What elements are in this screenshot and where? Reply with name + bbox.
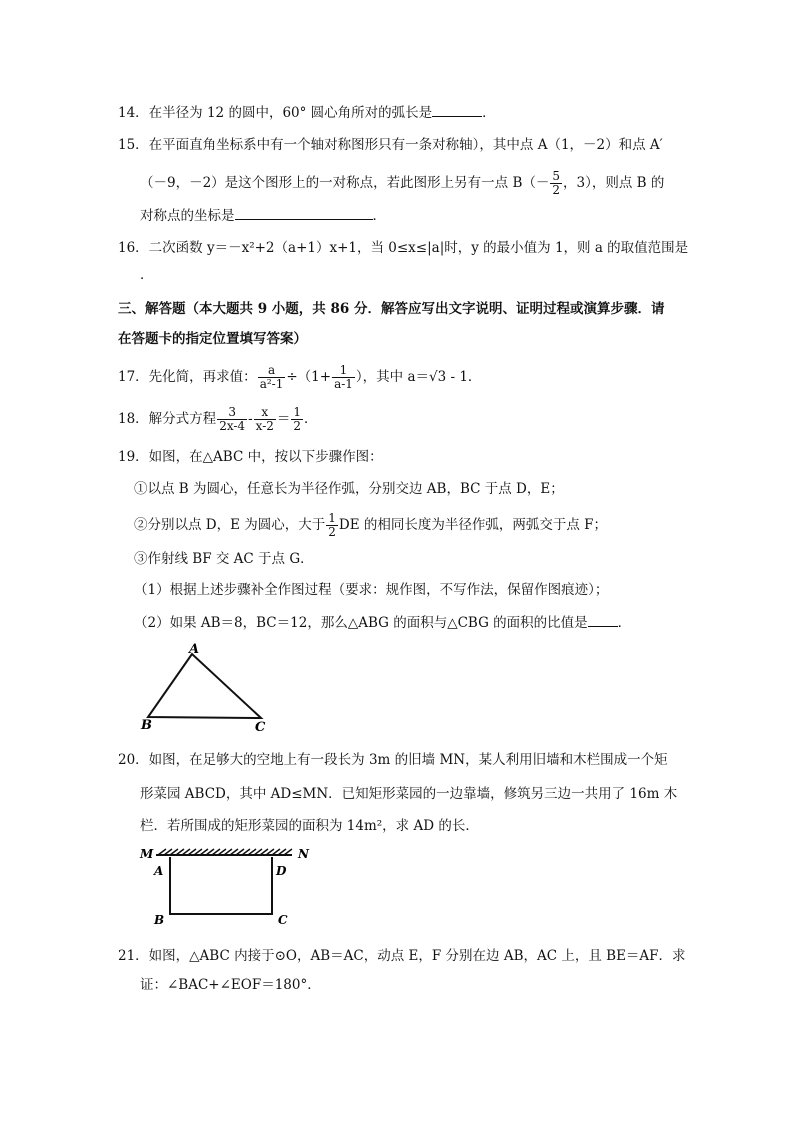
label-n: N — [298, 847, 309, 861]
q19-answer-blank — [588, 613, 618, 627]
q17-f1-num: a — [258, 364, 286, 378]
q19-step1: ①以点 B 为圆心，任意长为半径作弧，分别交边 AB，BC 于点 D，E； — [134, 481, 564, 497]
q17-line — [118, 364, 481, 391]
q15-line3-end: ． — [372, 208, 386, 224]
q19-step2 — [134, 512, 607, 539]
q18-fraction-3 — [291, 406, 303, 433]
q18-f1-num: 3 — [217, 406, 247, 420]
q18-f2-den: x-2 — [255, 419, 274, 433]
q14-line — [118, 103, 496, 122]
q18-f3-num: 1 — [293, 405, 302, 419]
q19-triangle-figure — [136, 640, 276, 740]
q20-line1: 20．如图，在足够大的空地上有一段长为 3m 的旧墙 MN，某人利用旧墙和木栏围成一个矩 — [118, 752, 668, 768]
q18-f1-den: 2x-4 — [219, 419, 246, 433]
label-a: A — [189, 642, 200, 657]
q17-f2-den: a-1 — [334, 377, 353, 391]
label-m: M — [140, 847, 154, 861]
label-c: C — [255, 720, 266, 735]
q18-fraction-1 — [217, 406, 247, 433]
q14-text: 14．在半径为 12 的圆中，60° 圆心角所对的弧长是 — [118, 105, 433, 121]
label-d: D — [276, 864, 287, 878]
q16-line2: ． — [140, 267, 154, 283]
q18-fraction-2 — [254, 406, 276, 433]
q17-fraction-1 — [258, 364, 286, 391]
q14-end: ． — [482, 105, 496, 121]
q17-mid: ÷（1+ — [286, 369, 332, 385]
q18-equals: ＝ — [276, 411, 291, 427]
q15-line1: 15．在平面直角坐标系中有一个轴对称图形只有一条对称轴），其中点 A（1，－2）和点 A′ — [118, 137, 663, 153]
q17-fraction-2 — [332, 364, 355, 391]
q18-end: ． — [304, 411, 318, 427]
q17-f2-num: 1 — [332, 364, 355, 378]
label-a: A — [154, 864, 164, 878]
q18-f2-num: x — [254, 406, 276, 420]
q21-line2: 证：∠BAC+∠EOF＝180°． — [140, 977, 321, 993]
q15-answer-blank — [235, 206, 373, 220]
q20-line3: 栏．若所围成的矩形菜园的面积为 14m²，求 AD 的长． — [140, 818, 479, 834]
q17-post: ），其中 a＝√3 - 1． — [355, 369, 482, 385]
q15-line3-text: 对称点的坐标是 — [140, 208, 235, 224]
q19-part1: （1）根据上述步骤补全作图过程（要求：规作图，不写作法，保留作图痕迹）； — [134, 582, 609, 598]
q19-part2-text: （2）如果 AB＝8，BC＝12，那么△ABG 的面积与△CBG 的面积的比值是 — [134, 615, 588, 631]
fence-abcd — [170, 857, 272, 914]
triangle-abc — [148, 654, 261, 718]
q15-fraction — [550, 170, 562, 197]
wall-mn — [156, 849, 292, 855]
q19-step3: ③作射线 BF 交 AC 于点 G． — [134, 551, 314, 567]
q19-intro: 19．如图，在△ABC 中，按以下步骤作图： — [118, 449, 383, 465]
q18-pre: 18．解分式方程 — [118, 411, 217, 427]
q14-answer-blank — [432, 103, 482, 117]
q19-part2 — [134, 613, 631, 632]
q15-line2-post: ，3），则点 B 的 — [563, 175, 665, 191]
q15-line2 — [140, 170, 664, 197]
q16-line1: 16．二次函数 y＝－x²+2（a+1）x+1，当 0≤x≤|a|时，y 的最小值为 1，则 a 的取值范围是 — [118, 240, 689, 256]
q20-garden-figure — [136, 840, 316, 936]
q17-pre: 17．先化简，再求值： — [118, 369, 257, 385]
q18-minus: - — [248, 411, 253, 427]
label-b: B — [154, 913, 165, 927]
q17-f1-den: a²-1 — [259, 377, 284, 391]
q18-line — [118, 406, 318, 433]
q19-step2-post: DE 的相同长度为半径作弧，两弧交于点 F； — [338, 517, 608, 533]
q15-line3 — [140, 206, 386, 225]
q20-line2: 形菜园 ABCD，其中 AD≤MN．已知矩形菜园的一边靠墙，修筑另三边一共用了 16m 木 — [140, 786, 678, 802]
section3-heading-line2: 在答题卡的指定位置填写答案） — [118, 331, 307, 347]
q15-frac-num: 5 — [552, 169, 561, 183]
q18-f3-den: 2 — [293, 419, 302, 433]
q19-step2-fraction — [326, 512, 338, 539]
q19-part2-end: ． — [617, 615, 632, 631]
q19-step2-pre: ②分别以点 D，E 为圆心，大于 — [134, 517, 326, 533]
q19-step2-num: 1 — [328, 511, 336, 525]
label-c: C — [278, 913, 288, 927]
q15-line2-pre: （－9，－2）是这个图形上的一对称点，若此图形上另有一点 B（－ — [140, 175, 550, 191]
q19-step2-den: 2 — [328, 525, 336, 539]
q21-line1: 21．如图，△ABC 内接于⊙O，AB＝AC，动点 E，F 分别在边 AB，AC 上，且 BE＝AF．求 — [118, 948, 686, 964]
q15-frac-den: 2 — [552, 183, 561, 197]
section3-heading-line1: 三、解答题（本大题共 9 小题，共 86 分．解答应写出文字说明、证明过程或演算步骤．请 — [118, 301, 665, 317]
label-b: B — [141, 718, 152, 733]
